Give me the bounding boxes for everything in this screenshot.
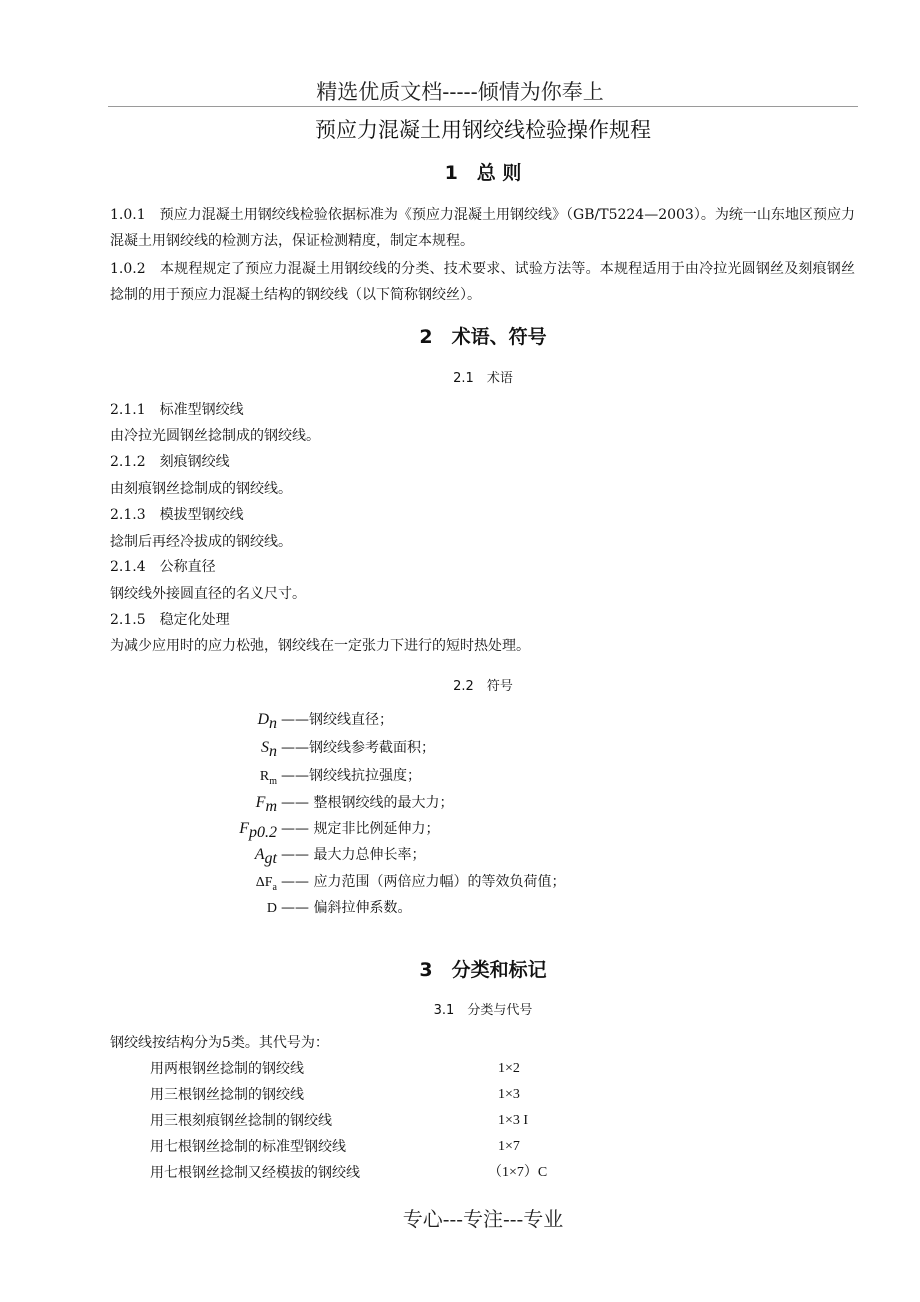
symbol-mark: D (266, 901, 277, 916)
term-number: 2.1.1 标准型钢绞线 (110, 402, 244, 418)
symbol-mark: $\Delta F_a$ (255, 875, 277, 893)
term-definition: 为减少应用时的应力松弛，钢绞线在一定张力下进行的短时热处理。 (110, 638, 530, 654)
class-code: （1×7）C (488, 1165, 548, 1180)
symbol-mark: $F_{p0.2}$ (239, 820, 277, 841)
symbol-row (232, 872, 565, 898)
class-name: 用两根钢丝捻制的钢绞线 (150, 1061, 304, 1077)
term-definition: 由刻痕钢丝捻制成的钢绞线。 (110, 481, 292, 497)
page-footer: 专心---专注---专业 (402, 1207, 564, 1231)
paragraph-1-0-1: 1.0.1 预应力混凝土用钢绞线检验依据标准为《预应力混凝土用钢绞线》（GB/T5224—2003）。为统一山东地区预应力混凝土用钢绞线的检测方法，保证检测精度，制定本规程。 (110, 207, 855, 249)
page-header: 精选优质文档-----倾情为你奉上 (316, 80, 604, 104)
section-3-heading: 3 分类和标记 (419, 959, 547, 981)
class-name: 用七根钢丝捻制的标准型钢绞线 (150, 1139, 346, 1155)
symbol-row (232, 710, 393, 736)
term-number: 2.1.4 公称直径 (110, 559, 216, 575)
term-definition: 由冷拉光圆钢丝捻制成的钢绞线。 (110, 428, 320, 444)
class-code: 1×2 (498, 1061, 520, 1076)
term-number: 2.1.3 模拔型钢绞线 (110, 507, 244, 523)
symbol-row (232, 845, 425, 871)
symbol-description: —— 整根钢绞线的最大力； (281, 795, 454, 811)
symbol-mark: $F_m$ (255, 794, 277, 815)
class-name: 用七根钢丝捻制又经模拔的钢绞线 (150, 1165, 360, 1181)
symbol-row (232, 819, 439, 845)
symbol-row (232, 766, 421, 792)
section-2-heading: 2 术语、符号 (419, 326, 547, 348)
symbol-row (232, 738, 435, 764)
subsection-3-1-heading: 3.1 分类与代号 (433, 1003, 533, 1018)
class-name: 用三根刻痕钢丝捻制的钢绞线 (150, 1113, 332, 1129)
symbol-description: ——钢绞线参考截面积； (281, 740, 435, 756)
class-code: 1×3 I (498, 1113, 529, 1128)
symbol-mark: $S_n$ (261, 739, 277, 760)
symbol-description: —— 规定非比例延伸力； (281, 821, 440, 837)
symbol-mark: $A_{gt}$ (254, 846, 277, 867)
class-name: 用三根钢丝捻制的钢绞线 (150, 1087, 304, 1103)
class-code: 1×3 (498, 1087, 520, 1102)
symbol-description: ——钢绞线直径； (281, 712, 393, 728)
document-title: 预应力混凝土用钢绞线检验操作规程 (315, 118, 651, 142)
symbol-row (232, 793, 453, 819)
term-definition: 钢绞线外接圆直径的名义尺寸。 (110, 586, 306, 602)
symbol-description: ——钢绞线抗拉强度； (281, 768, 421, 784)
symbol-description: —— 应力范围（两倍应力幅）的等效负荷值； (281, 874, 566, 890)
classification-intro: 钢绞线按结构分为5类。其代号为： (110, 1035, 329, 1051)
symbol-mark: $D_n$ (257, 711, 277, 732)
section-1-heading: 1 总 则 (444, 162, 522, 184)
symbol-row (232, 898, 411, 919)
class-code: 1×7 (498, 1139, 520, 1154)
subsection-2-1-heading: 2.1 术语 (453, 371, 513, 386)
symbol-mark: $R_m$ (259, 769, 277, 787)
paragraph-1-0-2: 1.0.2 本规程规定了预应力混凝土用钢绞线的分类、技术要求、试验方法等。本规程适用于由冷拉光圆钢丝及刻痕钢丝捻制的用于预应力混凝土结构的钢绞线（以下简称钢绞丝）。 (110, 261, 855, 303)
term-definition: 捻制后再经冷拔成的钢绞线。 (110, 534, 292, 550)
symbol-description: —— 最大力总伸长率； (281, 847, 426, 863)
term-number: 2.1.2 刻痕钢绞线 (110, 454, 230, 470)
term-number: 2.1.5 稳定化处理 (110, 612, 230, 628)
subsection-2-2-heading: 2.2 符号 (453, 679, 513, 694)
symbol-description: —— 偏斜拉伸系数。 (281, 900, 412, 916)
header-divider (108, 106, 858, 107)
